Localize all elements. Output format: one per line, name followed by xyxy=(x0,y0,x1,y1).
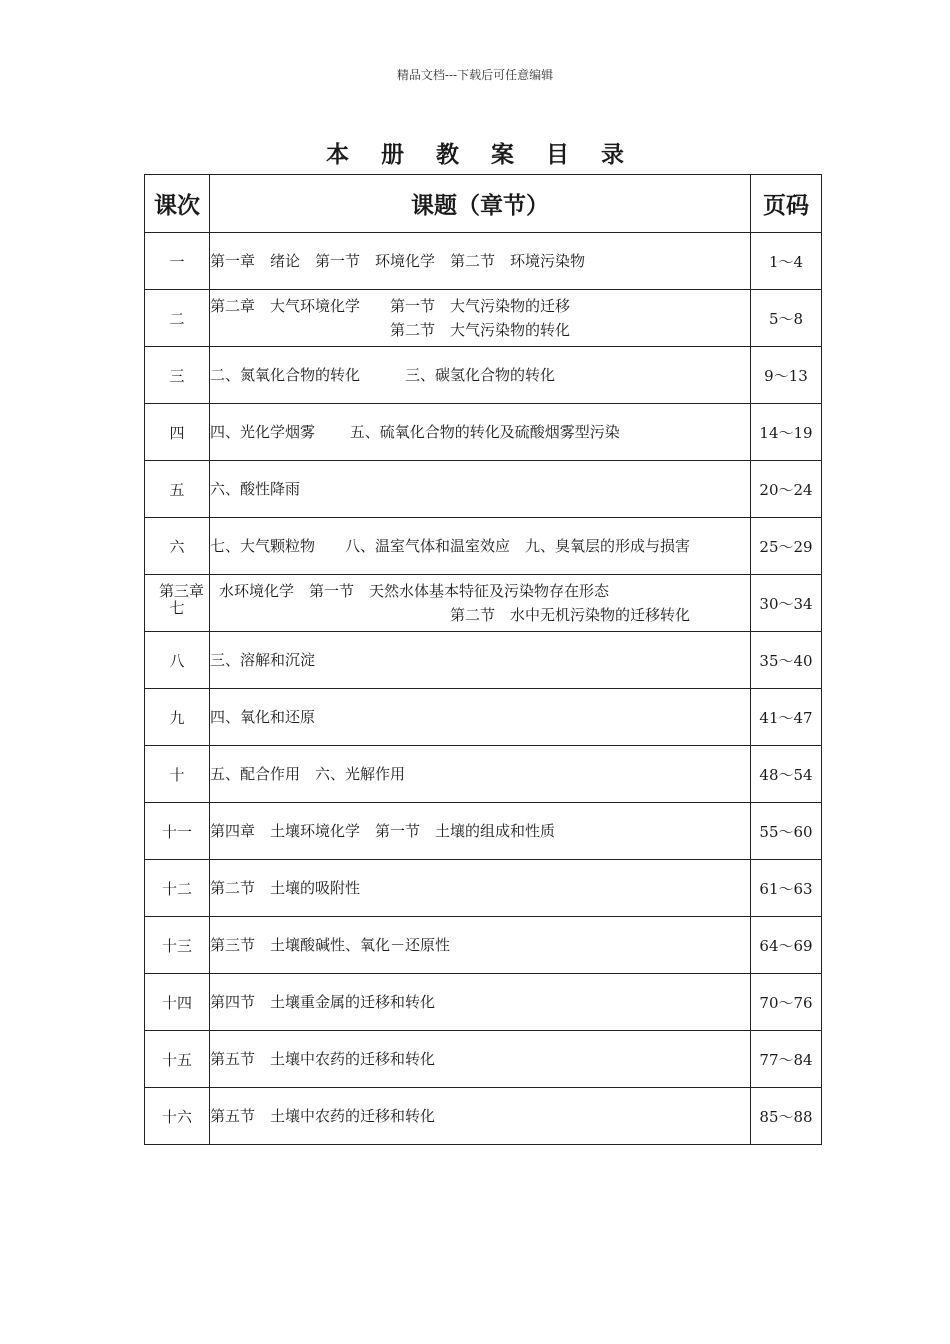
page-range: 64～69 xyxy=(751,917,822,974)
table-row xyxy=(145,917,822,974)
table-row xyxy=(145,347,822,404)
lesson-number: 四 xyxy=(145,404,210,461)
lesson-number: 八 xyxy=(145,632,210,689)
page-range: 48～54 xyxy=(751,746,822,803)
lesson-number: 十四 xyxy=(145,974,210,1031)
topic-cell xyxy=(159,575,751,632)
toc-table xyxy=(144,174,822,1145)
topic-line: 第三节 土壤酸碱性、氧化－还原性 xyxy=(210,936,451,954)
lesson-number: 十二 xyxy=(145,860,210,917)
page-range: 55～60 xyxy=(751,803,822,860)
lesson-number: 十 xyxy=(145,746,210,803)
page-range: 25～29 xyxy=(751,518,822,575)
lesson-number: 十六 xyxy=(145,1088,210,1145)
column-header-topic: 课题（章节） xyxy=(210,175,751,233)
topic-line: 六、酸性降雨 xyxy=(210,480,301,498)
topic-line: 第二节 水中无机污染物的迁移转化 xyxy=(210,606,691,624)
topic-line: 第一章 绪论 第一节 环境化学 第二节 环境污染物 xyxy=(210,252,586,270)
page-range: 70～76 xyxy=(751,974,822,1031)
topic-cell xyxy=(210,803,751,860)
topic-cell xyxy=(210,689,751,746)
page-range: 9～13 xyxy=(751,347,822,404)
page-range: 14～19 xyxy=(751,404,822,461)
lesson-number: 六 xyxy=(145,518,210,575)
lesson-number: 十五 xyxy=(145,1031,210,1088)
table-row xyxy=(145,632,822,689)
toc-header-row xyxy=(145,175,822,233)
page-range: 20～24 xyxy=(751,461,822,518)
table-row xyxy=(145,290,822,347)
topic-line: 第二章 大气环境化学 第一节 大气污染物的迁移 xyxy=(210,297,571,315)
page-range: 85～88 xyxy=(751,1088,822,1145)
table-row xyxy=(145,689,822,746)
topic-cell xyxy=(210,917,751,974)
topic-line: 七、大气颗粒物 八、温室气体和温室效应 九、臭氧层的形成与损害 xyxy=(210,537,691,555)
table-row xyxy=(145,575,822,632)
table-row xyxy=(145,518,822,575)
topic-line: 第五节 土壤中农药的迁移和转化 xyxy=(210,1050,436,1068)
table-row xyxy=(145,974,822,1031)
table-row xyxy=(145,803,822,860)
page-range: 61～63 xyxy=(751,860,822,917)
table-row xyxy=(145,233,822,290)
topic-cell xyxy=(210,461,751,518)
topic-cell xyxy=(210,1088,751,1145)
topic-line: 第二节 土壤的吸附性 xyxy=(210,879,361,897)
page-range: 77～84 xyxy=(751,1031,822,1088)
page-range: 1～4 xyxy=(751,233,822,290)
page-range: 30～34 xyxy=(751,575,822,632)
lesson-number: 五 xyxy=(145,461,210,518)
header-note: 精品文档---下载后可任意编辑 xyxy=(396,68,554,82)
topic-line: 第四章 土壤环境化学 第一节 土壤的组成和性质 xyxy=(210,822,556,840)
lesson-number: 十三 xyxy=(145,917,210,974)
topic-line: 五、配合作用 六、光解作用 xyxy=(210,765,406,783)
topic-line: 二、氮氧化合物的转化 三、碳氢化合物的转化 xyxy=(210,366,556,384)
topic-line: 第二节 大气污染物的转化 xyxy=(210,321,571,339)
page-range: 5～8 xyxy=(751,290,822,347)
topic-cell xyxy=(210,746,751,803)
lesson-number xyxy=(145,575,210,632)
topic-line: 第五节 土壤中农药的迁移和转化 xyxy=(210,1107,436,1125)
page-range: 41～47 xyxy=(751,689,822,746)
topic-cell xyxy=(210,347,751,404)
topic-cell xyxy=(210,632,751,689)
topic-cell xyxy=(210,404,751,461)
topic-cell xyxy=(210,518,751,575)
lesson-number: 九 xyxy=(145,689,210,746)
page-range: 35～40 xyxy=(751,632,822,689)
table-row xyxy=(145,404,822,461)
topic-cell xyxy=(210,233,751,290)
document-title: 本 册 教 案 目 录 xyxy=(325,141,637,168)
table-row xyxy=(145,746,822,803)
lesson-number-text: 七 xyxy=(169,598,185,617)
column-header-pages: 页码 xyxy=(751,175,822,233)
table-row xyxy=(145,860,822,917)
topic-cell xyxy=(210,974,751,1031)
topic-line: 四、氧化和还原 xyxy=(210,708,316,726)
lesson-number: 三 xyxy=(145,347,210,404)
topic-cell xyxy=(210,290,751,347)
lesson-number: 十一 xyxy=(145,803,210,860)
table-row xyxy=(145,1031,822,1088)
lesson-number: 一 xyxy=(145,233,210,290)
topic-line: 三、溶解和沉淀 xyxy=(210,651,316,669)
table-row xyxy=(145,1088,822,1145)
topic-cell xyxy=(210,860,751,917)
topic-cell xyxy=(210,1031,751,1088)
column-header-lesson: 课次 xyxy=(145,175,210,233)
lesson-number: 二 xyxy=(145,290,210,347)
topic-line: 第四节 土壤重金属的迁移和转化 xyxy=(210,993,436,1011)
topic-line: 四、光化学烟雾 五、硫氧化合物的转化及硫酸烟雾型污染 xyxy=(210,423,620,441)
table-row xyxy=(145,461,822,518)
topic-line: 第三章 水环境化学 第一节 天然水体基本特征及污染物存在形态 xyxy=(159,582,610,600)
